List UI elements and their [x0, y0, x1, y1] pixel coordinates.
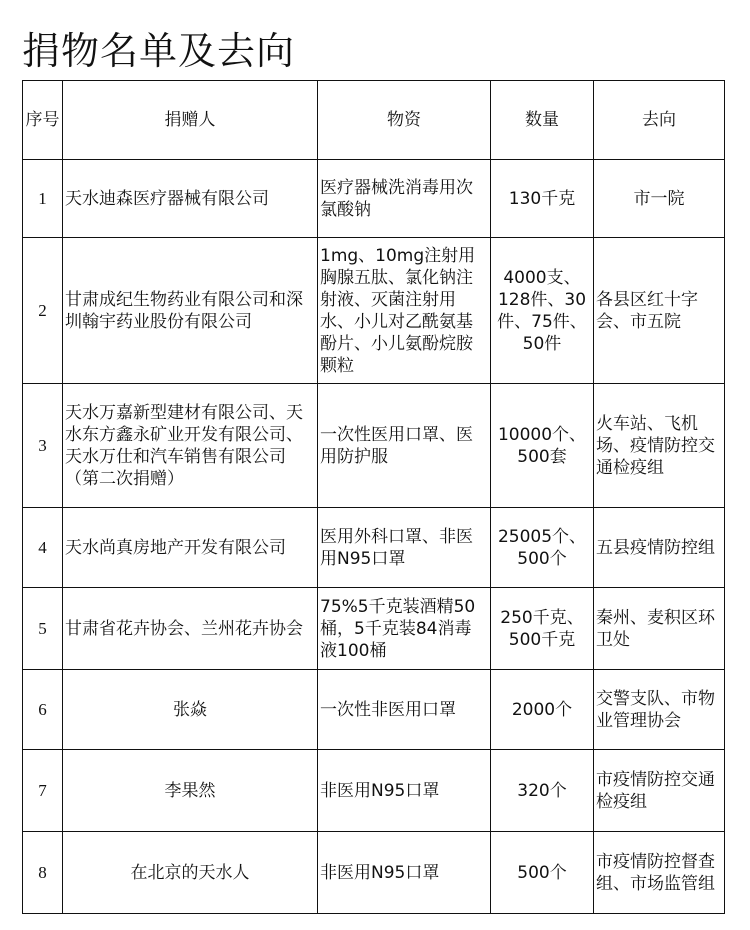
cell-goods: 1mg、10mg注射用胸腺五肽、氯化钠注射液、灭菌注射用水、小儿对乙酰氨基酚片、小儿氨酚烷胺颗粒	[318, 238, 491, 384]
table-row	[23, 508, 725, 588]
cell-serial-number: 1	[23, 160, 63, 238]
cell-serial-number: 5	[23, 588, 63, 670]
cell-goods: 医疗器械洗消毒用次氯酸钠	[318, 160, 491, 238]
cell-quantity: 10000个、500套	[491, 384, 594, 508]
cell-serial-number: 3	[23, 384, 63, 508]
cell-quantity: 2000个	[491, 670, 594, 750]
table-row	[23, 750, 725, 832]
cell-quantity: 250千克、500千克	[491, 588, 594, 670]
cell-donor: 天水迪森医疗器械有限公司	[63, 160, 318, 238]
table-row	[23, 384, 725, 508]
cell-goods: 75%5千克装酒精50桶，5千克装84消毒液100桶	[318, 588, 491, 670]
header-donor: 捐赠人	[63, 81, 318, 160]
cell-serial-number: 7	[23, 750, 63, 832]
cell-serial-number: 6	[23, 670, 63, 750]
donation-table	[22, 80, 725, 914]
cell-destination: 市疫情防控交通检疫组	[594, 750, 725, 832]
header-goods: 物资	[318, 81, 491, 160]
cell-goods: 非医用N95口罩	[318, 750, 491, 832]
cell-donor: 在北京的天水人	[63, 832, 318, 914]
table-row	[23, 670, 725, 750]
cell-goods: 非医用N95口罩	[318, 832, 491, 914]
table-row	[23, 160, 725, 238]
header-destination: 去向	[594, 81, 725, 160]
cell-quantity: 25005个、500个	[491, 508, 594, 588]
cell-donor: 张焱	[63, 670, 318, 750]
cell-destination: 各县区红十字会、市五院	[594, 238, 725, 384]
cell-donor: 天水尚真房地产开发有限公司	[63, 508, 318, 588]
cell-serial-number: 8	[23, 832, 63, 914]
table-row	[23, 238, 725, 384]
cell-destination: 五县疫情防控组	[594, 508, 725, 588]
cell-quantity: 130千克	[491, 160, 594, 238]
table-header-row	[23, 81, 725, 160]
header-serial-number: 序号	[23, 81, 63, 160]
cell-quantity: 4000支、128件、30件、75件、50件	[491, 238, 594, 384]
page-title: 捐物名单及去向	[22, 29, 296, 73]
cell-destination: 市疫情防控督查组、市场监管组	[594, 832, 725, 914]
cell-destination: 火车站、飞机场、疫情防控交通检疫组	[594, 384, 725, 508]
cell-donor: 天水万嘉新型建材有限公司、天水东方鑫永矿业开发有限公司、天水万仕和汽车销售有限公司（第二次捐赠）	[63, 384, 318, 508]
cell-destination: 市一院	[594, 160, 725, 238]
cell-goods: 医用外科口罩、非医用N95口罩	[318, 508, 491, 588]
cell-serial-number: 2	[23, 238, 63, 384]
header-quantity: 数量	[491, 81, 594, 160]
table-row	[23, 832, 725, 914]
cell-destination: 交警支队、市物业管理协会	[594, 670, 725, 750]
cell-serial-number: 4	[23, 508, 63, 588]
cell-donor: 李果然	[63, 750, 318, 832]
table-row	[23, 588, 725, 670]
cell-destination: 秦州、麦积区环卫处	[594, 588, 725, 670]
cell-quantity: 500个	[491, 832, 594, 914]
cell-donor: 甘肃省花卉协会、兰州花卉协会	[63, 588, 318, 670]
cell-goods: 一次性医用口罩、医用防护服	[318, 384, 491, 508]
cell-goods: 一次性非医用口罩	[318, 670, 491, 750]
cell-donor: 甘肃成纪生物药业有限公司和深圳翰宇药业股份有限公司	[63, 238, 318, 384]
cell-quantity: 320个	[491, 750, 594, 832]
